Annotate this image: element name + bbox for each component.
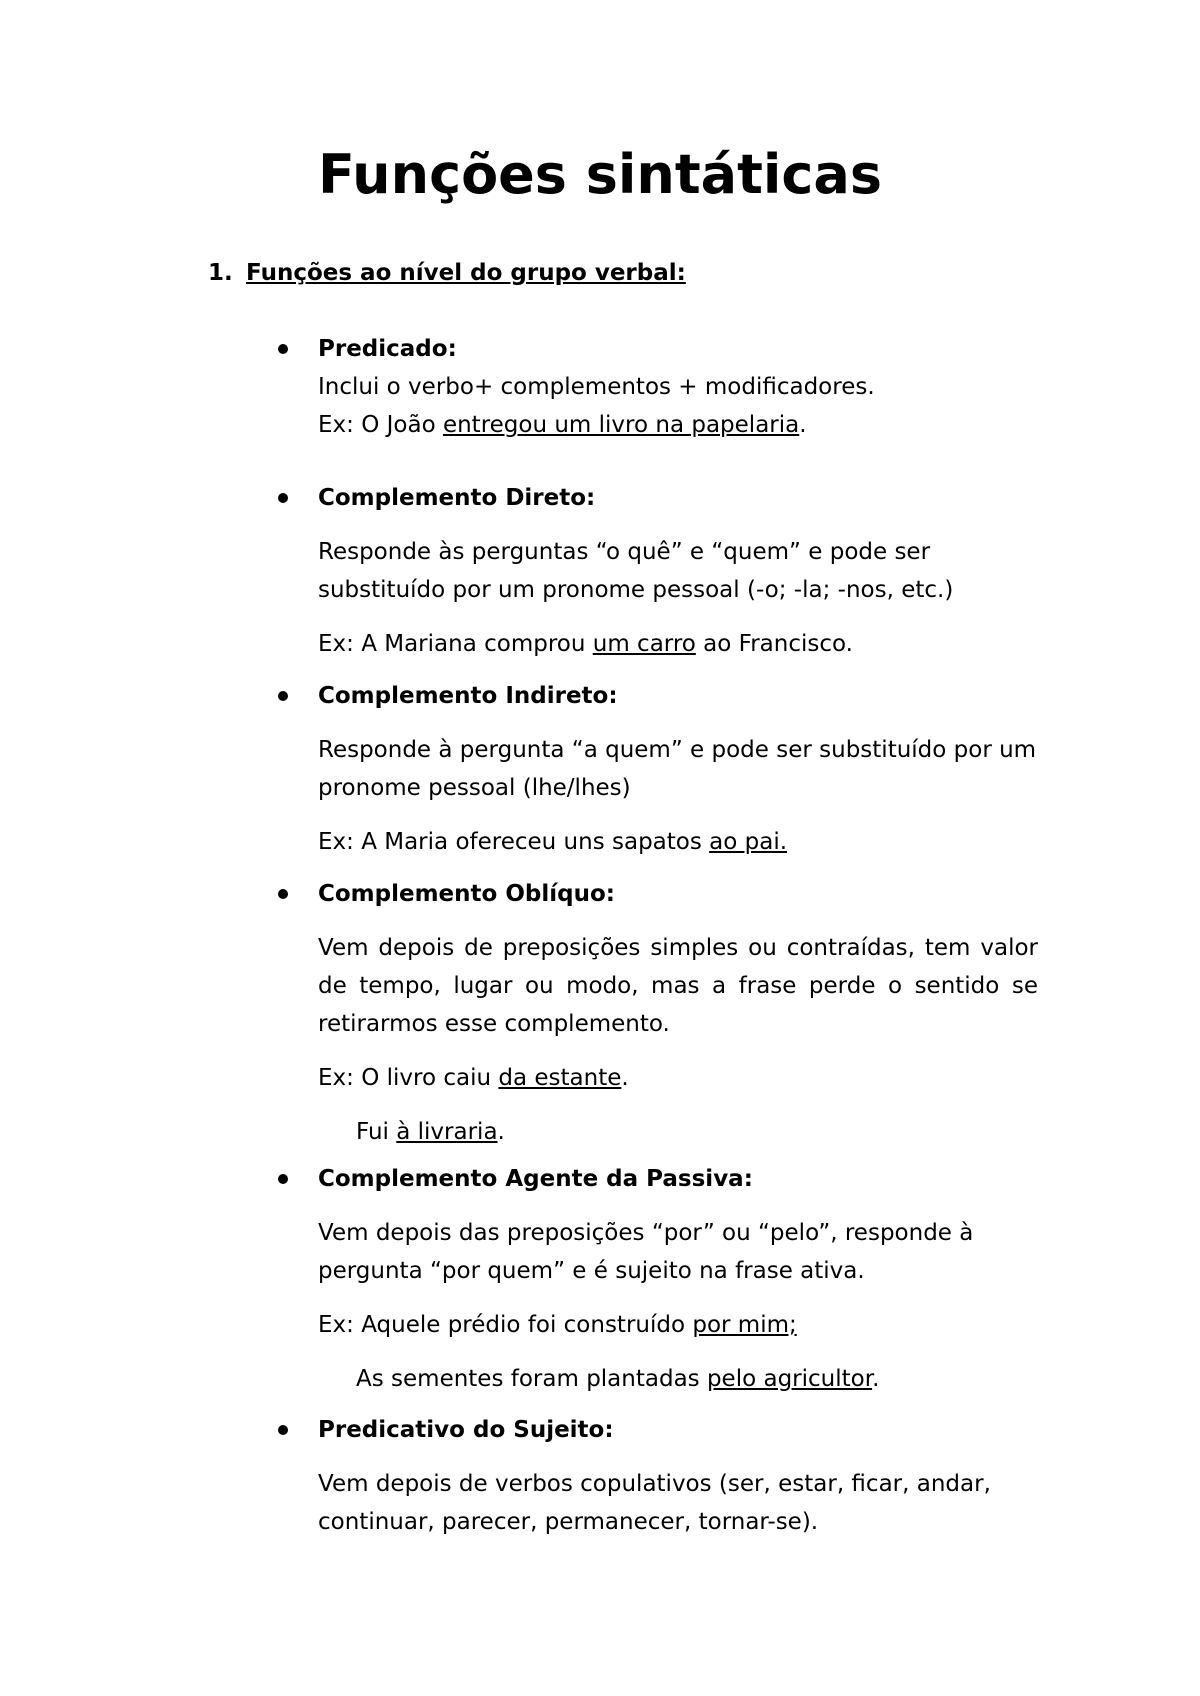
item-text: Vem depois de verbos copulativos (ser, estar, ficar, andar, continuar, parecer, permanecer, tornar-se).	[318, 1471, 991, 1535]
example-underlined: pelo agricultor	[706, 1366, 873, 1392]
list-item-predicado	[318, 330, 1038, 444]
example-underlined: ao pai.	[709, 829, 788, 855]
example-suffix: .	[799, 412, 807, 438]
bullet-icon	[278, 344, 288, 354]
example-suffix: .	[621, 1065, 629, 1091]
item-example	[318, 406, 1038, 444]
item-label: Complemento Agente da Passiva:	[318, 1166, 753, 1192]
bullet-icon	[278, 493, 288, 503]
example-suffix: ao Francisco.	[695, 631, 853, 657]
example-text: Ex: A Mariana comprou	[318, 631, 593, 657]
item-text: Vem depois de preposições simples ou contraídas, tem valor de tempo, lugar ou modo, mas a frase perde o sentido se retirarmos esse complemento.	[318, 935, 1038, 1037]
example-underlined: por mim;	[692, 1312, 797, 1338]
item-text: Responde à pergunta “a quem” e pode ser substituído por um pronome pessoal (lhe/lhes)	[318, 737, 1037, 801]
example-text: Ex: O livro caiu	[318, 1065, 499, 1091]
item-label: Complemento Indireto:	[318, 683, 618, 709]
item-example	[318, 823, 1038, 861]
example-suffix: .	[497, 1119, 505, 1145]
item-text: Inclui o verbo+ complementos + modificadores.	[318, 374, 875, 400]
example-text: Ex: O João	[318, 412, 443, 438]
list-item-complemento-obliquo	[318, 875, 1038, 1151]
example-text: Fui	[356, 1119, 397, 1145]
example-text: Ex: Aquele prédio foi construído	[318, 1312, 693, 1338]
example-underlined: entregou um livro na papelaria	[442, 412, 800, 438]
list-item-predicativo-do-sujeito	[318, 1411, 1038, 1541]
example-text: As sementes foram plantadas	[356, 1366, 707, 1392]
page-title: Funções sintáticas	[317, 143, 883, 206]
section-heading	[208, 258, 686, 288]
item-label: Predicativo do Sujeito:	[318, 1417, 614, 1443]
example-text: Ex: A Maria ofereceu uns sapatos	[318, 829, 710, 855]
item-example-2	[318, 1113, 1038, 1151]
item-example	[318, 1306, 1038, 1344]
bullet-icon	[278, 889, 288, 899]
list-item-complemento-indireto	[318, 677, 1038, 861]
item-label: Complemento Direto:	[318, 485, 596, 511]
item-text: Responde às perguntas “o quê” e “quem” e pode ser substituído por um pronome pessoal (-o; -la; -nos, etc.)	[318, 539, 954, 603]
item-text: Vem depois das preposições “por” ou “pelo”, responde à pergunta “por quem” e é sujeito na frase ativa.	[318, 1220, 974, 1284]
section-number: 1.	[208, 260, 233, 286]
bullet-icon	[278, 1174, 288, 1184]
bullet-icon	[278, 1425, 288, 1435]
item-example	[318, 625, 1038, 663]
item-example	[318, 1059, 1038, 1097]
list-item-complemento-direto	[318, 479, 1038, 663]
example-underlined: um carro	[592, 631, 696, 657]
item-label: Complemento Oblíquo:	[318, 881, 615, 907]
section-heading-text: Funções ao nível do grupo verbal:	[246, 260, 686, 286]
bullet-icon	[278, 691, 288, 701]
example-suffix: .	[872, 1366, 880, 1392]
item-label: Predicado:	[318, 336, 457, 362]
example-underlined: à livraria	[396, 1119, 498, 1145]
example-underlined: da estante	[498, 1065, 622, 1091]
item-example-2	[318, 1360, 1038, 1398]
list-item-agente-da-passiva	[318, 1160, 1038, 1398]
